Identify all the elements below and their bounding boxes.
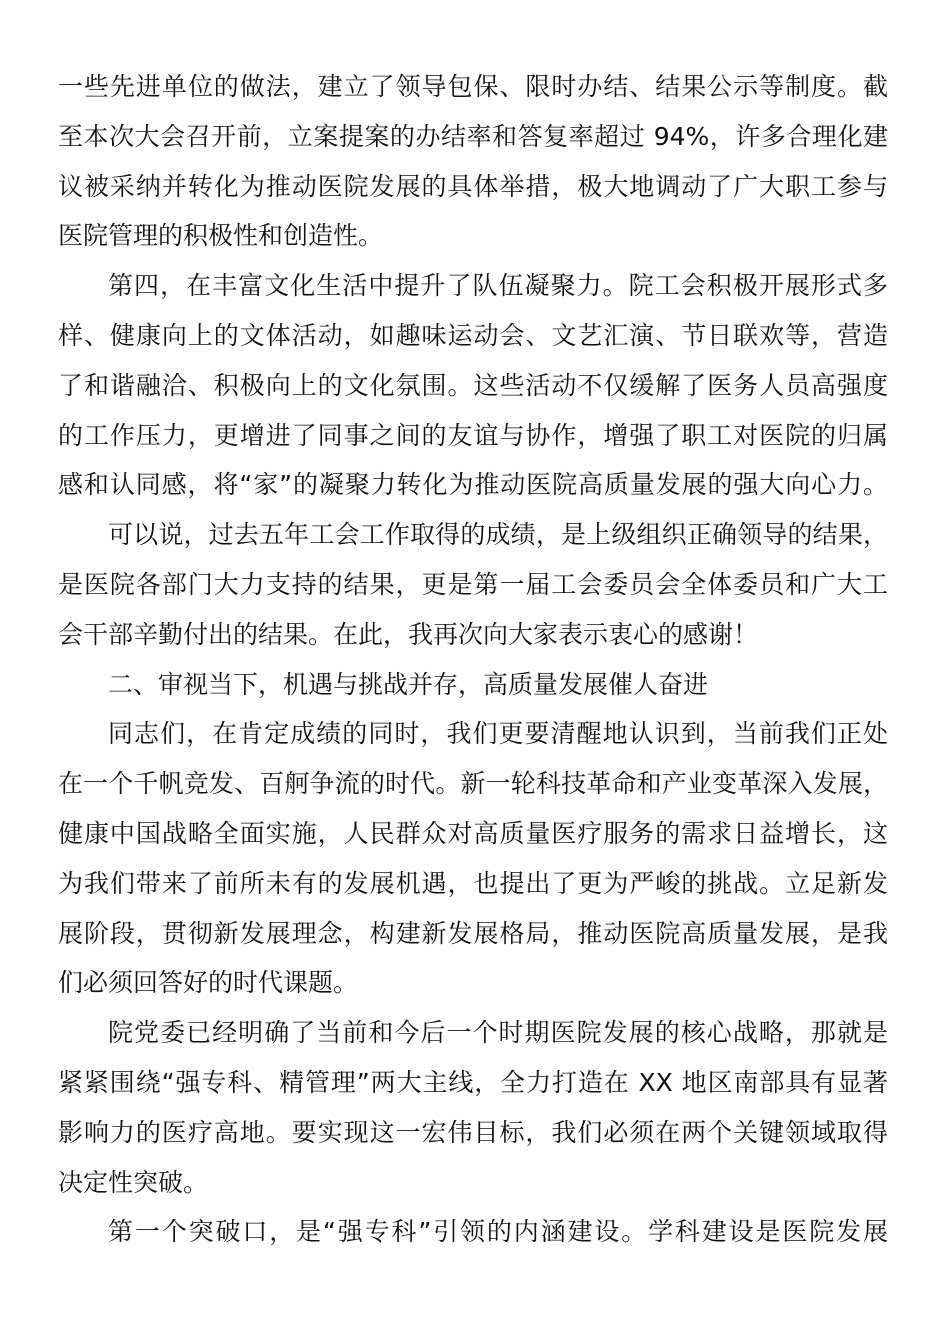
text-line: 会干部辛勤付出的结果。在此，我再次向大家表示衷心的感谢！ xyxy=(58,619,759,649)
text-line: 紧紧围绕“强专科、精管理”两大主线，全力打造在 XX 地区南部具有显著 xyxy=(58,1067,888,1097)
text-line: 院党委已经明确了当前和今后一个时期医院发展的核心战略，那就是 xyxy=(108,1018,888,1048)
text-line: 影响力的医疗高地。要实现这一宏伟目标，我们必须在两个关键领域取得 xyxy=(58,1117,888,1147)
text-line: 为我们带来了前所未有的发展机遇，也提出了更为严峻的挑战。立足新发 xyxy=(58,868,888,898)
text-line: 了和谐融洽、积极向上的文化氛围。这些活动不仅缓解了医务人员高强度 xyxy=(58,370,888,400)
text-line: 在一个千帆竞发、百舸争流的时代。新一轮科技革命和产业变革深入发展， xyxy=(58,769,888,799)
text-line: 第一个突破口，是“强专科”引领的内涵建设。学科建设是医院发展 xyxy=(108,1217,888,1247)
text-line: 可以说，过去五年工会工作取得的成绩，是上级组织正确领导的结果， xyxy=(108,520,888,550)
text-line: 们必须回答好的时代课题。 xyxy=(58,968,359,998)
text-line: 健康中国战略全面实施，人民群众对高质量医疗服务的需求日益增长，这 xyxy=(58,818,888,848)
text-line: 感和认同感，将“家”的凝聚力转化为推动医院高质量发展的强大向心力。 xyxy=(58,470,888,500)
text-line: 样、健康向上的文体活动，如趣味运动会、文艺汇演、节日联欢等，营造 xyxy=(58,320,888,350)
text-line: 二、审视当下，机遇与挑战并存，高质量发展催人奋进 xyxy=(108,669,709,699)
text-line: 至本次大会召开前，立案提案的办结率和答复率超过 94%，许多合理化建 xyxy=(58,121,888,151)
text-line: 展阶段，贯彻新发展理念，构建新发展格局，推动医院高质量发展，是我 xyxy=(58,918,888,948)
text-line: 的工作压力，更增进了同事之间的友谊与协作，增强了职工对医院的归属 xyxy=(58,420,888,450)
text-line: 第四，在丰富文化生活中提升了队伍凝聚力。院工会积极开展形式多 xyxy=(108,271,888,301)
text-line: 议被采纳并转化为推动医院发展的具体举措，极大地调动了广大职工参与 xyxy=(58,171,888,201)
text-line: 同志们，在肯定成绩的同时，我们更要清醒地认识到，当前我们正处 xyxy=(108,719,888,749)
text-line: 一些先进单位的做法，建立了领导包保、限时办结、结果公示等制度。截 xyxy=(58,72,888,101)
document-page xyxy=(58,62,888,1257)
text-line: 是医院各部门大力支持的结果，更是第一届工会委员会全体委员和广大工 xyxy=(58,569,888,599)
text-line: 医院管理的积极性和创造性。 xyxy=(58,221,384,251)
text-line: 决定性突破。 xyxy=(58,1167,209,1197)
